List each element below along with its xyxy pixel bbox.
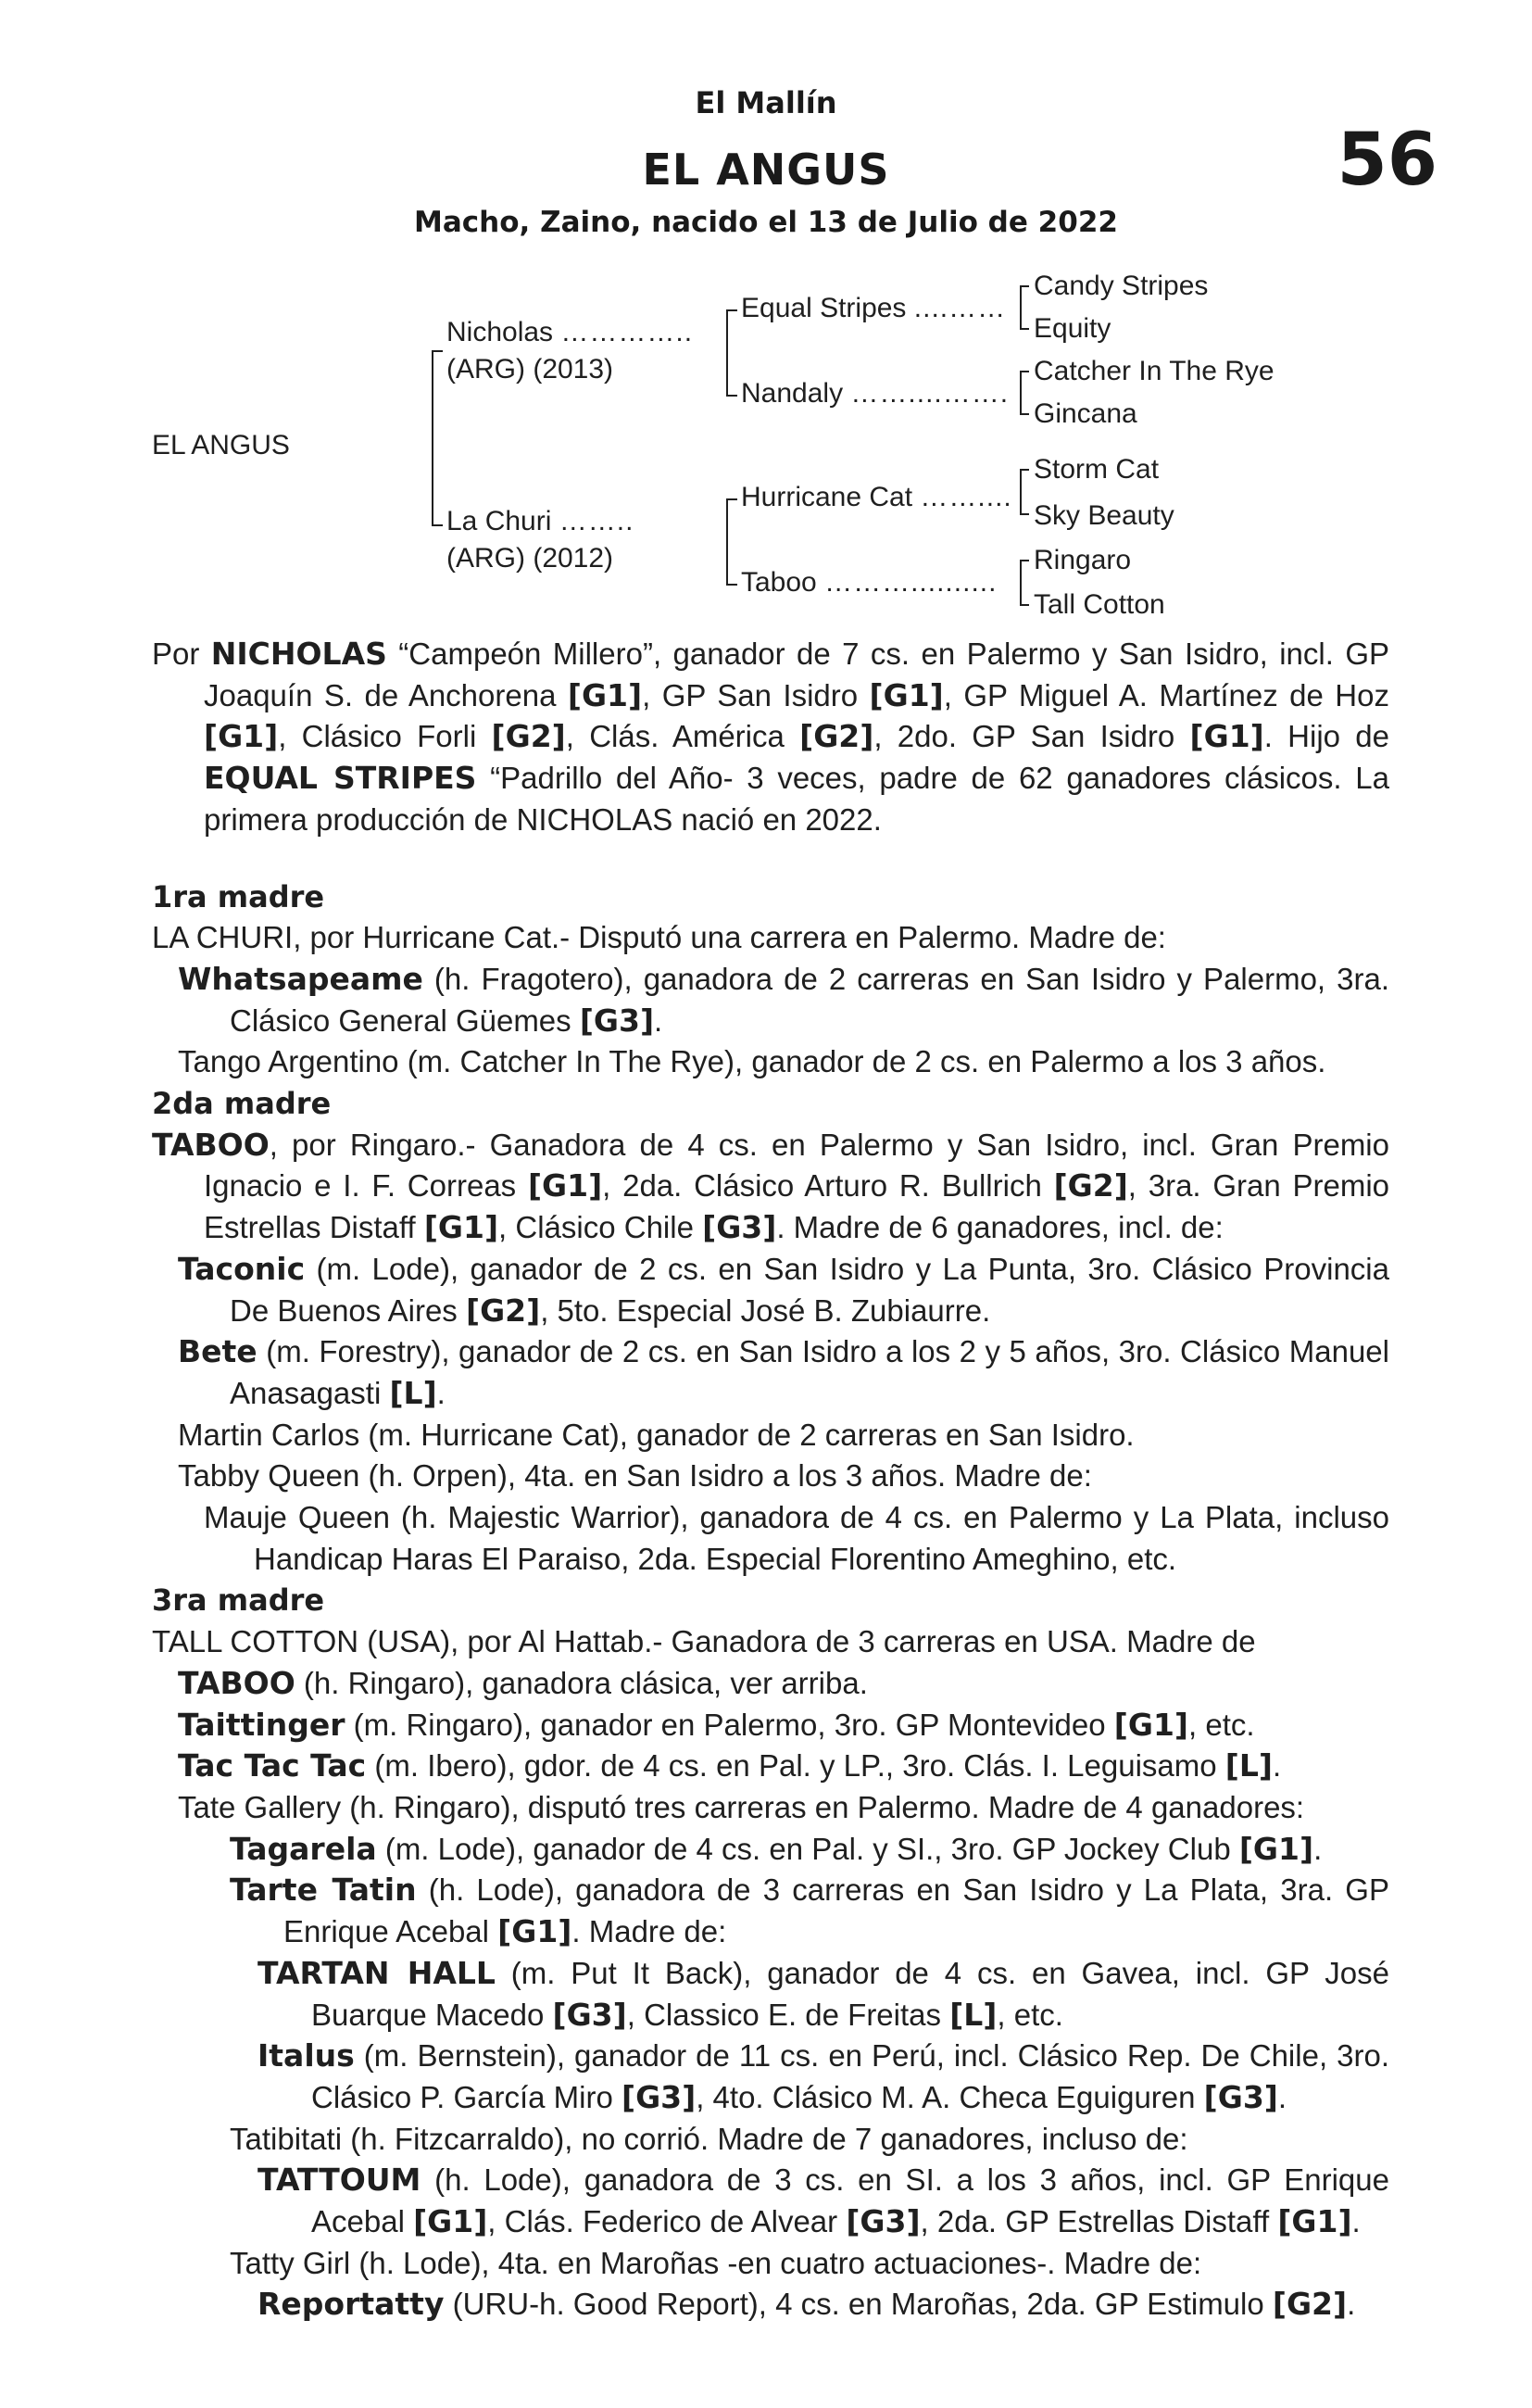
pedigree-g3-4: Gincana — [1034, 398, 1137, 429]
lot-number: 56 — [1337, 119, 1438, 202]
produce-tagarela: Tagarela (m. Lode), ganador de 4 cs. en Pal. y SI., 3ro. GP Jockey Club [G1]. — [230, 1830, 1323, 1867]
pedigree-dam-dam: Taboo ……….......... — [741, 567, 998, 598]
pedigree-sire-dam: Nandaly ……....……. — [741, 378, 1010, 409]
heading-first-dam: 1ra madre — [152, 878, 325, 914]
bracket-gen1 — [432, 350, 433, 526]
heading-third-dam: 3ra madre — [152, 1582, 325, 1619]
produce-whatsapeame: Whatsapeame (h. Fragotero), ganadora de 2 carreras en San Isidro y Palermo, 3ra. Clásico General Güemes [G3]. — [178, 960, 1389, 1039]
produce-taconic: Taconic (m. Lode), ganador de 2 cs. en San Isidro y La Punta, 3ro. Clásico Provincia De Buenos Aires [G2], 5to. Especial José B. Zubiaurre. — [178, 1250, 1389, 1329]
horse-details: Macho, Zaino, nacido el 13 de Julio de 2022 — [414, 206, 1118, 239]
produce-tartan-hall: TARTAN HALL (m. Put It Back), ganador de 4 cs. en Gavea, incl. GP José Buarque Macedo [G3], Classico E. de Freitas [L], etc. — [257, 1954, 1389, 2033]
first-dam-intro: LA CHURI, por Hurricane Cat.- Disputó una carrera en Palermo. Madre de: — [152, 920, 1166, 955]
pedigree-dam-origin: (ARG) (2012) — [446, 543, 614, 574]
produce-italus: Italus (m. Bernstein), ganador de 11 cs. en Perú, incl. Clásico Rep. De Chile, 3ro. Clásico P. García Miro [G3], 4to. Clásico M. A. Checa Eguiguren [G3]. — [257, 2037, 1389, 2115]
bracket-gen2-dam — [726, 498, 728, 586]
produce-reportatty: Reportatty (URU-h. Good Report), 4 cs. en Maroñas, 2da. GP Estimulo [G2]. — [257, 2286, 1356, 2323]
heading-second-dam: 2da madre — [152, 1086, 332, 1122]
sire-paragraph: Por NICHOLAS “Campeón Millero”, ganador de 7 cs. en Palermo y San Isidro, incl. GP Joaquín S. de Anchorena [G1], GP San Isidro [G1], GP Miguel A. Martínez de Hoz [G1], Clásico Forli [G2], Clás. América [G2], 2do. GP San Isidro [G1]. Hijo de EQUAL STRIPES “Padrillo del Año- 3 veces, padre de 62 ganadores clásicos. La primera producción de NICHOLAS nació en 2022. — [152, 636, 1389, 837]
produce-tate-gallery: Tate Gallery (h. Ringaro), disputó tres carreras en Palermo. Madre de 4 ganadores: — [178, 1789, 1305, 1824]
pedigree-g3-2: Equity — [1034, 313, 1111, 344]
second-dam-intro: TABOO, por Ringaro.- Ganadora de 4 cs. en Palermo y San Isidro, incl. Gran Premio Ignacio e I. F. Correas [G1], 2da. Clásico Arturo R. Bullrich [G2], 3ra. Gran Premio Estrellas Distaff [G1], Clásico Chile [G3]. Madre de 6 ganadores, incl. de: — [152, 1126, 1389, 1246]
catalog-text — [152, 634, 1389, 2326]
pedigree-g3-5: Storm Cat — [1034, 454, 1160, 485]
pedigree-g3-8: Tall Cotton — [1034, 589, 1165, 620]
produce-tarte-tatin: Tarte Tatin (h. Lode), ganadora de 3 carreras en San Isidro y La Plata, 3ra. GP Enrique Acebal [G1]. Madre de: — [230, 1872, 1389, 1950]
produce-tango-argentino: Tango Argentino (m. Catcher In The Rye), ganador de 2 cs. en Palermo a los 3 años. — [178, 1044, 1326, 1079]
pedigree-subject: EL ANGUS — [152, 430, 290, 460]
pedigree-g3-7: Ringaro — [1034, 545, 1132, 575]
pedigree-dam-sire: Hurricane Cat …….... — [741, 482, 1012, 512]
bracket-gen2-sire — [726, 309, 728, 397]
pedigree-g3-3: Catcher In The Rye — [1034, 356, 1275, 386]
third-dam-intro: TALL COTTON (USA), por Al Hattab.- Ganadora de 3 carreras en USA. Madre de — [152, 1624, 1256, 1659]
produce-bete: Bete (m. Forestry), ganador de 2 cs. en San Isidro a los 2 y 5 años, 3ro. Clásico Manuel Anasagasti [L]. — [178, 1333, 1389, 1411]
horse-name-title: EL ANGUS — [642, 145, 890, 195]
farm-name: El Mallín — [695, 85, 837, 120]
produce-tattoum: TATTOUM (h. Lode), ganadora de 3 cs. en SI. a los 3 años, incl. GP Enrique Acebal [G1], Clás. Federico de Alvear [G3], 2da. GP Estrellas Distaff [G1]. — [257, 2162, 1389, 2240]
produce-tac-tac-tac: Tac Tac Tac (m. Ibero), gdor. de 4 cs. en Pal. y LP., 3ro. Clás. I. Leguisamo [L]. — [178, 1747, 1282, 1784]
pedigree-dam: La Churi …….. — [446, 506, 634, 536]
pedigree-g3-6: Sky Beauty — [1034, 500, 1174, 531]
pedigree-sire: Nicholas ………….. — [446, 317, 694, 347]
produce-martin-carlos: Martin Carlos (m. Hurricane Cat), ganador de 2 carreras en San Isidro. — [178, 1417, 1135, 1452]
produce-tabby-queen: Tabby Queen (h. Orpen), 4ta. en San Isidro a los 3 años. Madre de: — [178, 1458, 1092, 1494]
pedigree-sire-origin: (ARG) (2013) — [446, 354, 614, 385]
produce-taboo: TABOO (h. Ringaro), ganadora clásica, ver arriba. — [178, 1664, 868, 1701]
pedigree-sire-sire: Equal Stripes ....…… — [741, 293, 1007, 323]
produce-tatty-girl: Tatty Girl (h. Lode), 4ta. en Maroñas -en cuatro actuaciones-. Madre de: — [230, 2245, 1202, 2280]
produce-tatibitati: Tatibitati (h. Fitzcarraldo), no corrió. Madre de 7 ganadores, incluso de: — [230, 2121, 1188, 2156]
pedigree-g3-1: Candy Stripes — [1034, 271, 1209, 301]
produce-taittinger: Taittinger (m. Ringaro), ganador en Palermo, 3ro. GP Montevideo [G1], etc. — [178, 1706, 1255, 1743]
pedigree-chart — [0, 0, 1532, 639]
produce-mauje-queen: Mauje Queen (h. Majestic Warrior), ganadora de 4 cs. en Palermo y La Plata, incluso Handicap Haras El Paraiso, 2da. Especial Florentino Ameghino, etc. — [204, 1500, 1389, 1576]
